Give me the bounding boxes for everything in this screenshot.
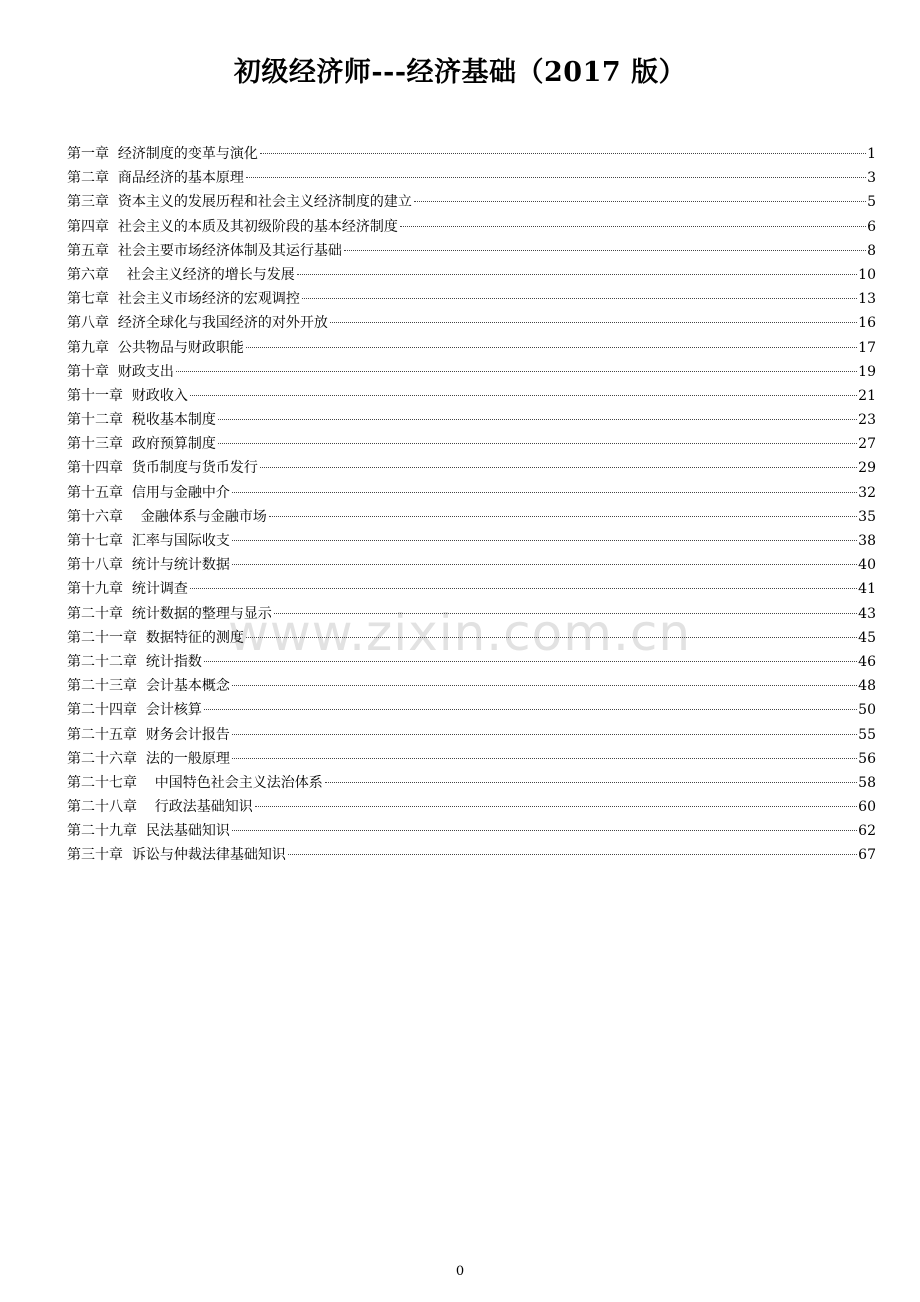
toc-entry-label: 第十八章 统计与统计数据 [67, 557, 230, 574]
toc-entry-label: 第二章 商品经济的基本原理 [67, 170, 244, 187]
toc-entry-page: 45 [858, 629, 876, 646]
toc-entry-label: 第二十二章 统计指数 [67, 653, 202, 670]
toc-entry[interactable] [67, 843, 876, 867]
toc-entry-label: 第十四章 货币制度与货币发行 [67, 460, 258, 477]
toc-entry-page: 29 [858, 460, 876, 477]
toc-entry[interactable] [67, 432, 876, 456]
toc-entry[interactable] [67, 408, 876, 432]
toc-entry[interactable] [67, 263, 876, 287]
toc-entry[interactable] [67, 698, 876, 722]
toc-entry-label: 第三章 资本主义的发展历程和社会主义经济制度的建立 [67, 194, 412, 211]
toc-entry-label: 第六章 社会主义经济的增长与发展 [67, 266, 295, 283]
toc-entry-page: 38 [858, 533, 876, 549]
toc-entry-page: 60 [858, 799, 876, 816]
toc-entry-label: 第九章 公共物品与财政职能 [67, 339, 244, 356]
toc-dot-leader [232, 540, 857, 541]
toc-dot-leader [297, 274, 857, 275]
toc-entry[interactable] [67, 166, 876, 190]
toc-entry[interactable] [67, 360, 876, 384]
toc-dot-leader [414, 201, 866, 202]
toc-entry[interactable] [67, 311, 876, 335]
toc-entry[interactable] [67, 674, 876, 698]
toc-entry-label: 第十三章 政府预算制度 [67, 436, 216, 453]
toc-entry-page: 40 [858, 557, 876, 574]
toc-entry-label: 第十章 财政支出 [67, 363, 174, 380]
toc-dot-leader [218, 443, 857, 444]
toc-entry-page: 8 [867, 242, 876, 259]
toc-entry-page: 21 [858, 387, 876, 404]
toc-entry-page: 19 [858, 363, 876, 380]
page-number: 0 [455, 1264, 465, 1279]
toc-entry-label: 第五章 社会主要市场经济体制及其运行基础 [67, 242, 342, 259]
toc-entry-page: 55 [858, 726, 876, 743]
toc-entry[interactable] [67, 190, 876, 214]
toc-dot-leader [302, 298, 857, 299]
toc-dot-leader [260, 153, 866, 154]
toc-entry-label: 第十六章 金融体系与金融市场 [67, 508, 267, 525]
toc-entry-label: 第十五章 信用与金融中介 [67, 484, 230, 501]
toc-entry-label: 第七章 社会主义市场经济的宏观调控 [67, 291, 300, 308]
toc-dot-leader [274, 613, 857, 614]
toc-dot-leader [269, 516, 857, 517]
toc-entry-page: 58 [858, 774, 876, 791]
toc-entry-page: 23 [858, 412, 876, 429]
toc-entry-page: 6 [867, 218, 876, 235]
toc-entry[interactable] [67, 602, 876, 626]
toc-entry[interactable] [67, 384, 876, 408]
document-title: 初级经济师---经济基础（2017 版） [233, 57, 687, 88]
toc-dot-leader [246, 637, 857, 638]
toc-entry-label: 第四章 社会主义的本质及其初级阶段的基本经济制度 [67, 218, 398, 235]
toc-entry-label: 第十二章 税收基本制度 [67, 412, 216, 429]
toc-entry-label: 第二十四章 会计核算 [67, 702, 202, 719]
toc-entry-page: 3 [867, 170, 876, 187]
toc-dot-leader [204, 661, 857, 662]
toc-entry-page: 43 [858, 605, 876, 622]
toc-entry-label: 第二十一章 数据特征的测度 [67, 629, 244, 646]
toc-entry[interactable] [67, 747, 876, 771]
toc-entry[interactable] [67, 215, 876, 239]
toc-dot-leader [176, 371, 857, 372]
toc-entry-page: 10 [858, 266, 876, 283]
toc-dot-leader [288, 854, 857, 855]
toc-entry[interactable] [67, 481, 876, 505]
toc-dot-leader [190, 588, 857, 589]
toc-entry-page: 48 [858, 678, 876, 695]
toc-entry-page: 46 [858, 653, 876, 670]
toc-entry-page: 1 [867, 146, 876, 162]
toc-entry[interactable] [67, 577, 876, 601]
table-of-contents [67, 142, 876, 868]
toc-entry[interactable] [67, 626, 876, 650]
toc-entry-label: 第二十章 统计数据的整理与显示 [67, 605, 272, 622]
toc-entry[interactable] [67, 819, 876, 843]
toc-entry-label: 第一章 经济制度的变革与演化 [67, 146, 258, 162]
toc-entry-label: 第十七章 汇率与国际收支 [67, 533, 230, 549]
toc-entry-page: 32 [858, 484, 876, 501]
toc-entry-label: 第二十六章 法的一般原理 [67, 750, 230, 767]
toc-dot-leader [232, 564, 857, 565]
toc-entry[interactable] [67, 553, 876, 577]
toc-dot-leader [260, 467, 857, 468]
toc-entry[interactable] [67, 142, 876, 166]
toc-dot-leader [232, 734, 857, 735]
toc-dot-leader [246, 177, 866, 178]
toc-entry[interactable] [67, 529, 876, 553]
toc-dot-leader [232, 492, 857, 493]
toc-entry[interactable] [67, 650, 876, 674]
watermark: www.zixin.com.cn [228, 604, 692, 662]
toc-entry[interactable] [67, 723, 876, 747]
toc-dot-leader [190, 395, 857, 396]
toc-entry-page: 16 [858, 315, 876, 332]
toc-entry-label: 第十一章 财政收入 [67, 387, 188, 404]
toc-entry-label: 第二十九章 民法基础知识 [67, 823, 230, 840]
toc-dot-leader [325, 782, 857, 783]
toc-dot-leader [255, 806, 857, 807]
toc-dot-leader [232, 830, 857, 831]
toc-entry-page: 17 [858, 339, 876, 356]
toc-dot-leader [344, 250, 866, 251]
toc-entry-page: 27 [858, 436, 876, 453]
toc-entry[interactable] [67, 336, 876, 360]
toc-entry-label: 第二十三章 会计基本概念 [67, 678, 230, 695]
toc-entry[interactable] [67, 239, 876, 263]
toc-entry-label: 第二十七章 中国特色社会主义法治体系 [67, 774, 323, 791]
toc-dot-leader [232, 685, 857, 686]
toc-entry-page: 5 [867, 194, 876, 211]
toc-entry[interactable] [67, 771, 876, 795]
toc-entry[interactable] [67, 795, 876, 819]
toc-entry-label: 第八章 经济全球化与我国经济的对外开放 [67, 315, 328, 332]
toc-entry-page: 13 [858, 291, 876, 308]
toc-dot-leader [218, 419, 857, 420]
toc-entry[interactable] [67, 505, 876, 529]
toc-dot-leader [246, 347, 857, 348]
toc-entry-page: 56 [858, 750, 876, 767]
toc-entry-page: 62 [858, 823, 876, 840]
toc-dot-leader [400, 226, 866, 227]
toc-dot-leader [204, 709, 857, 710]
toc-entry-label: 第十九章 统计调查 [67, 581, 188, 598]
toc-entry-label: 第三十章 诉讼与仲裁法律基础知识 [67, 847, 286, 864]
toc-entry-label: 第二十八章 行政法基础知识 [67, 799, 253, 816]
toc-entry-page: 35 [858, 508, 876, 525]
toc-entry[interactable] [67, 287, 876, 311]
toc-dot-leader [330, 322, 857, 323]
toc-entry-page: 41 [858, 581, 876, 598]
toc-entry-label: 第二十五章 财务会计报告 [67, 726, 230, 743]
toc-dot-leader [232, 758, 857, 759]
toc-entry-page: 50 [858, 702, 876, 719]
toc-entry[interactable] [67, 456, 876, 480]
toc-entry-page: 67 [858, 847, 876, 864]
